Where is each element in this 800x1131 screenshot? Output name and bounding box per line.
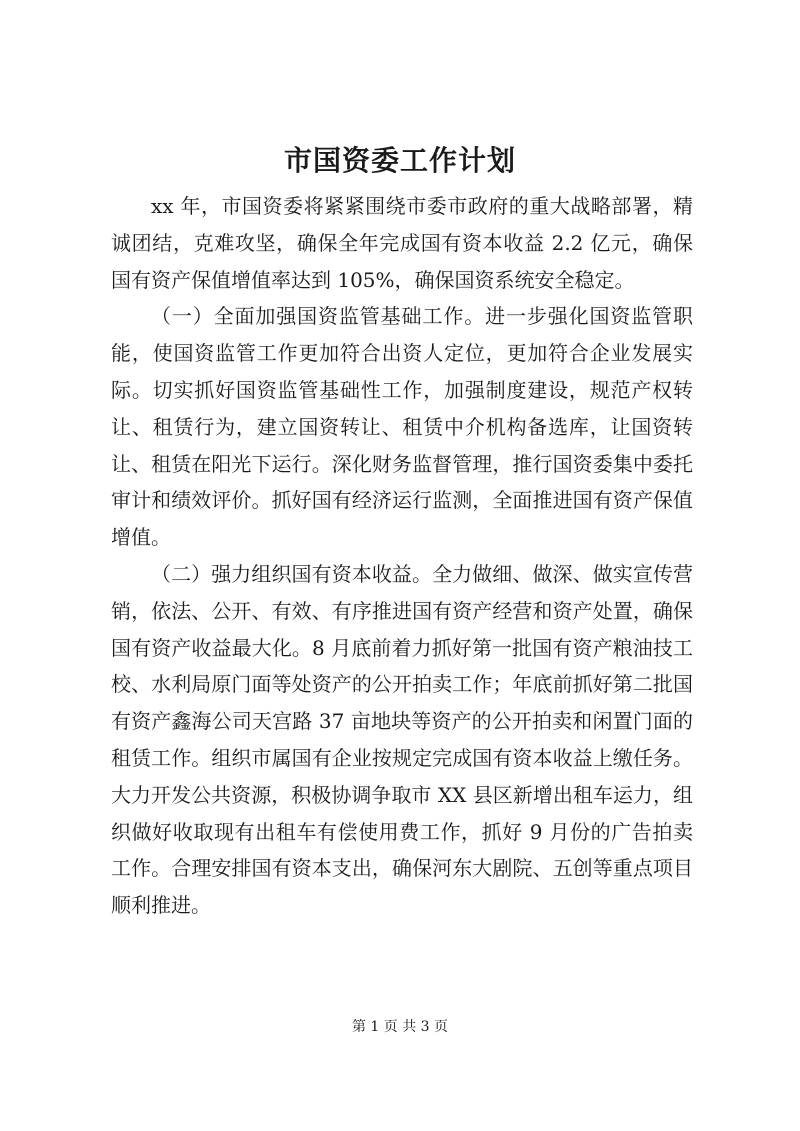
document-body xyxy=(111,188,693,924)
document-title: 市国资委工作计划 xyxy=(283,144,516,177)
paragraph-section-2: （二）强力组织国有资本收益。全力做细、做深、做实宣传营销，依法、公开、有效、有序推进国有资产经营和资产处置，确保国有资产收益最大化。8 月底前着力抓好第一批国有资产粮油技工校、水利局原门面等处资产的公开拍卖工作；年底前抓好第二批国有资产鑫海公司天宫路 37 亩地块等资产的公开拍卖和闲置门面的租赁工作。组织市属国有企业按规定完成国有资本收益上缴任务。大力开发公共资源，积极协调争取市 XX 县区新增出租车运力，组织做好收取现有出租车有偿使用费工作，抓好 9 月份的广告拍卖工作。合理安排国有资本支出，确保河东大剧院、五创等重点项目顺利推进。 xyxy=(111,561,693,918)
paragraph-intro: xx 年，市国资委将紧紧围绕市委市政府的重大战略部署，精诚团结，克难攻坚，确保全年完成国有资本收益 2.2 亿元，确保国有资产保值增值率达到 105%，确保国资系统安全稳定。 xyxy=(111,194,693,292)
paragraph-section-1: （一）全面加强国资监管基础工作。进一步强化国资监管职能，使国资监管工作更加符合出资人定位，更加符合企业发展实际。切实抓好国资监管基础性工作，加强制度建设，规范产权转让、租赁行为，建立国资转让、租赁中介机构备选库，让国资转让、租赁在阳光下运行。深化财务监督管理，推行国资委集中委托审计和绩效评价。抓好国有经济运行监测，全面推进国有资产保值增值。 xyxy=(111,304,693,550)
page-number-footer: 第 1 页 共 3 页 xyxy=(351,1019,449,1035)
